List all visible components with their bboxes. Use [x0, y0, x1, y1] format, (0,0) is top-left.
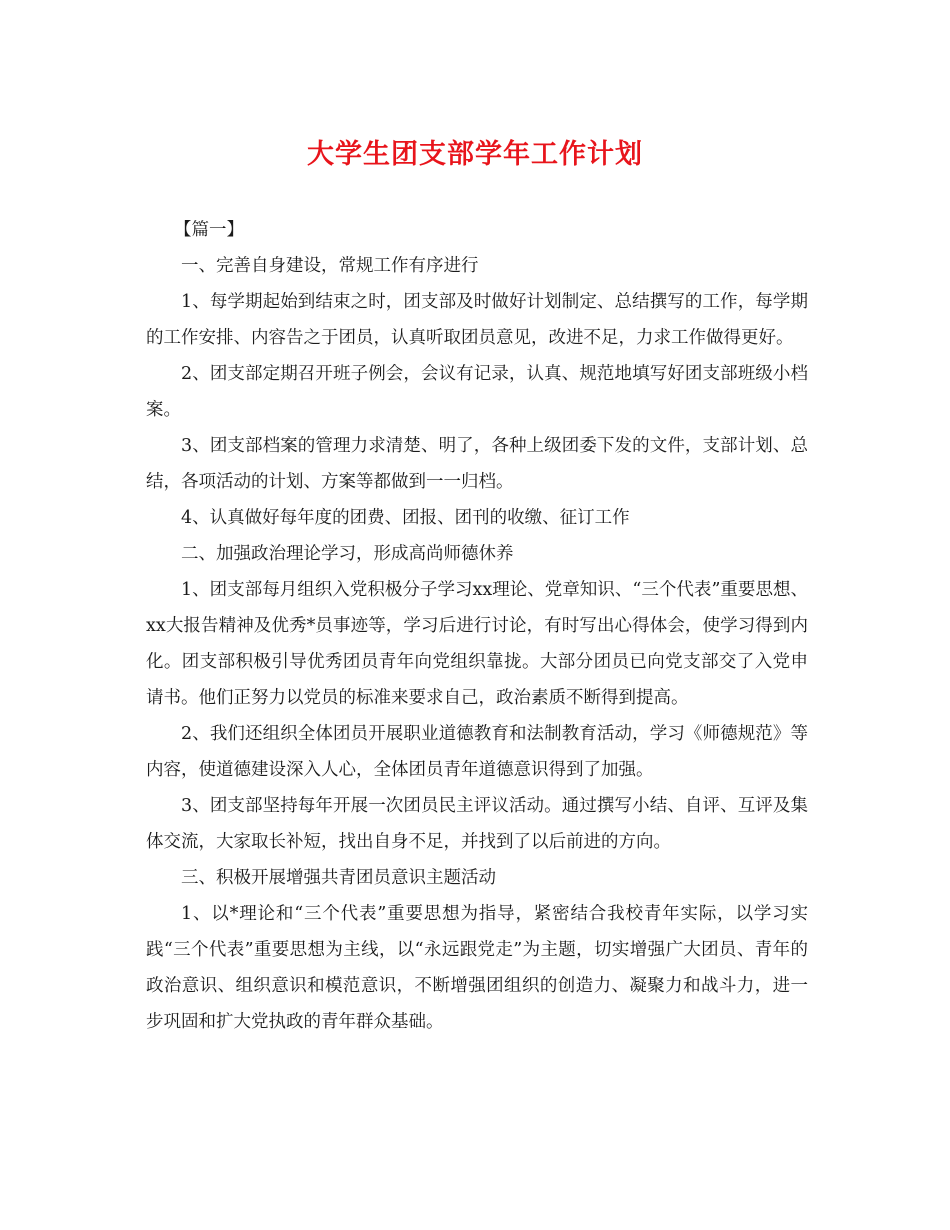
section-heading: 二、加强政治理论学习，形成高尚师德休养: [181, 544, 514, 564]
paragraph: 1、团支部每月组织入党积极分子学习xx理论、党章知识、“三个代表”重要思想、xx大报告精神及优秀*员事迹等，学习后进行讨论，有时写出心得体会，使学习得到内化。团支部积极引导优秀团员青年向党组织靠拢。大部分团员已向党支部交了入党申请书。他们正努力以党员的标准来要求自己，政治素质不断得到提高。: [146, 580, 808, 708]
paragraph: 1、以*理论和“三个代表”重要思想为指导，紧密结合我校青年实际，以学习实践“三个代表”重要思想为主线，以“永远跟党走”为主题，切实增强广大团员、青年的政治意识、组织意识和模范意识，不断增强团组织的创造力、凝聚力和战斗力，进一步巩固和扩大党执政的青年群众基础。: [146, 904, 808, 1032]
paragraph: 3、团支部档案的管理力求清楚、明了，各种上级团委下发的文件，支部计划、总结，各项活动的计划、方案等都做到一一归档。: [146, 436, 808, 492]
document-title: 大学生团支部学年工作计划: [307, 139, 643, 170]
paragraph: 1、每学期起始到结束之时，团支部及时做好计划制定、总结撰写的工作，每学期的工作安排、内容告之于团员，认真听取团员意见，改进不足，力求工作做得更好。: [146, 292, 808, 348]
section-label: 【篇一】: [174, 220, 244, 240]
section-heading: 三、积极开展增强共青团员意识主题活动: [181, 868, 496, 888]
section-heading: 一、完善自身建设，常规工作有序进行: [181, 256, 479, 276]
paragraph: 2、我们还组织全体团员开展职业道德教育和法制教育活动，学习《师德规范》等内容，使道德建设深入人心，全体团员青年道德意识得到了加强。: [146, 724, 808, 780]
paragraph: 3、团支部坚持每年开展一次团员民主评议活动。通过撰写小结、自评、互评及集体交流，大家取长补短，找出自身不足，并找到了以后前进的方向。: [146, 796, 808, 852]
document-body: [146, 212, 808, 1040]
paragraph: 2、团支部定期召开班子例会，会议有记录，认真、规范地填写好团支部班级小档案。: [146, 364, 808, 420]
paragraph: 4、认真做好每年度的团费、团报、团刊的收缴、征订工作: [181, 508, 630, 528]
